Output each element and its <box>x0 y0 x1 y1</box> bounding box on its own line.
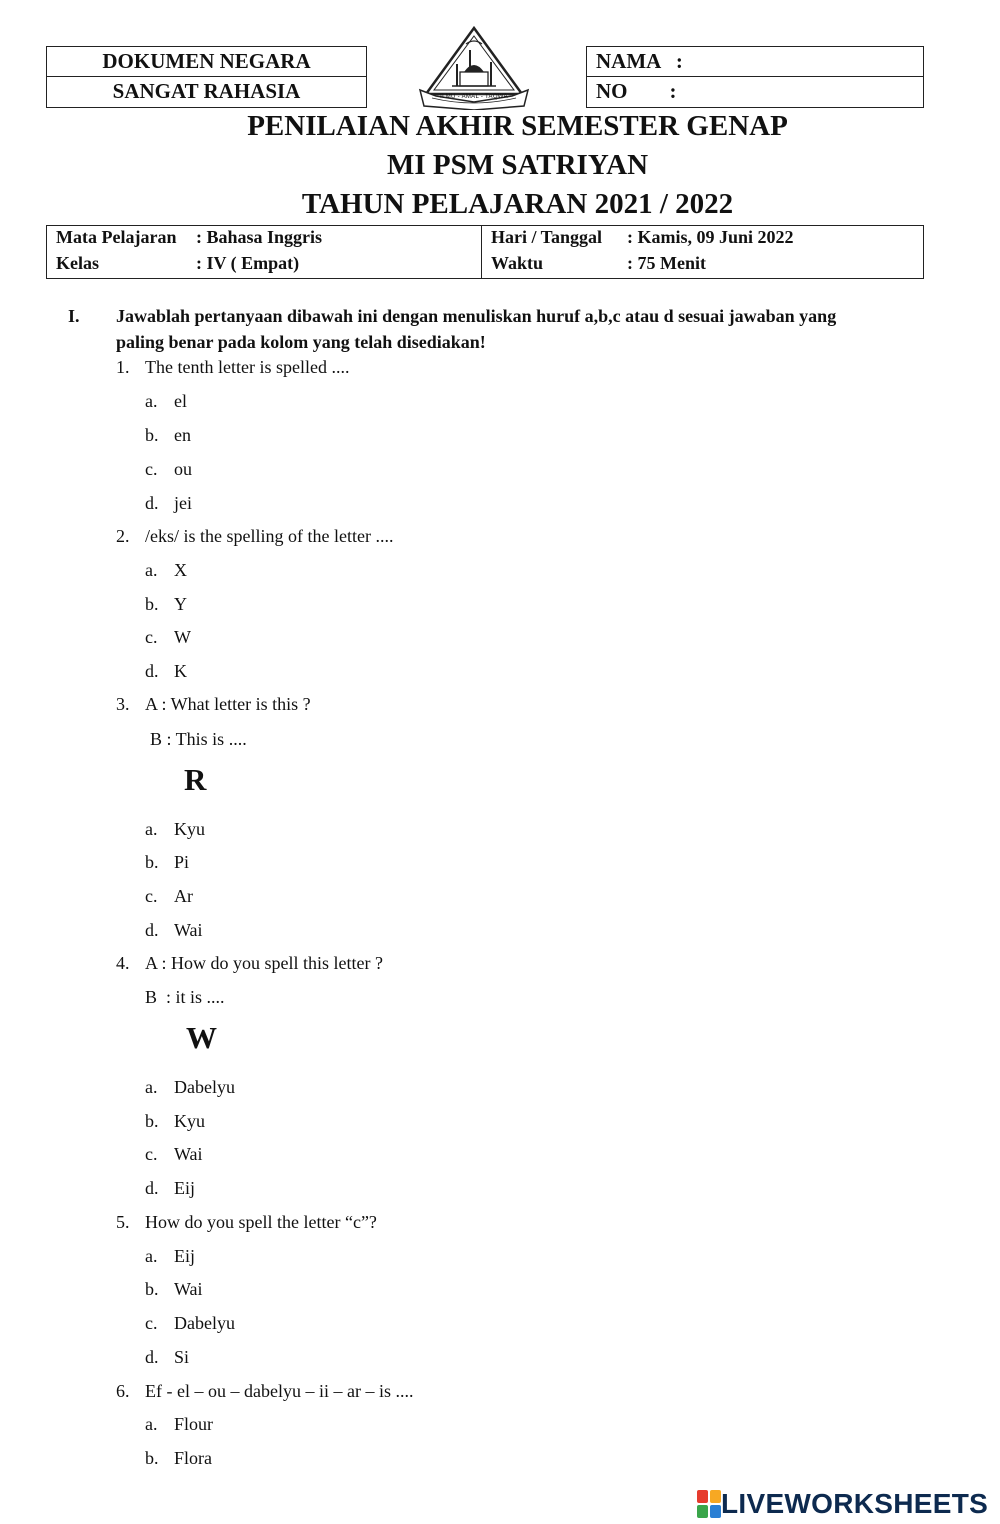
school-name: MI PSM SATRIYAN <box>386 149 649 181</box>
option-answer[interactable]: Ar <box>174 886 193 906</box>
question-text-line-2: B : This is .... <box>150 729 247 749</box>
option-letter: b. <box>145 1111 159 1131</box>
option-answer[interactable]: K <box>174 661 187 681</box>
option-answer[interactable]: Wai <box>174 920 203 940</box>
question-number: 6. <box>116 1381 130 1401</box>
option-letter: b. <box>145 425 159 445</box>
option-answer[interactable]: W <box>174 627 191 647</box>
classification-line-2: SANGAT RAHASIA <box>112 79 301 103</box>
option-answer[interactable]: Flour <box>174 1414 214 1434</box>
exam-title: PENILAIAN AKHIR SEMESTER GENAP <box>247 110 788 142</box>
option-answer[interactable]: Pi <box>174 852 190 872</box>
class-label: Kelas <box>56 253 99 273</box>
question-text: Ef - el – ou – dabelyu – ii – ar – is .... <box>145 1381 414 1401</box>
time-label: Waktu <box>491 253 544 273</box>
option-letter: b. <box>145 1448 159 1468</box>
option-letter: c. <box>145 627 158 647</box>
option-letter: d. <box>145 1347 159 1367</box>
option-letter: d. <box>145 920 159 940</box>
option-answer[interactable]: en <box>174 425 191 445</box>
school-logo-motto: ILMU - AMAL - TAQWA <box>440 94 508 100</box>
section-number: I. <box>68 306 80 326</box>
question-text: The tenth letter is spelled .... <box>145 357 350 377</box>
liveworksheets-logo[interactable] <box>697 1488 988 1520</box>
option-letter: a. <box>145 819 158 839</box>
question-text: How do you spell the letter “c”? <box>145 1212 377 1232</box>
question-number: 1. <box>116 357 130 377</box>
question-number: 4. <box>116 953 130 973</box>
option-letter: c. <box>145 1313 158 1333</box>
option-letter: a. <box>145 391 158 411</box>
time-value: : 75 Menit <box>627 253 706 273</box>
option-answer[interactable]: Wai <box>174 1144 203 1164</box>
option-answer[interactable]: X <box>174 560 187 580</box>
option-answer[interactable]: Dabelyu <box>174 1077 235 1097</box>
option-answer[interactable]: el <box>174 391 187 411</box>
option-answer[interactable]: Wai <box>174 1279 203 1299</box>
question-number: 3. <box>116 694 130 714</box>
academic-year: TAHUN PELAJARAN 2021 / 2022 <box>301 188 734 220</box>
option-letter: d. <box>145 1178 159 1198</box>
option-answer[interactable]: jei <box>174 493 192 513</box>
option-answer[interactable]: ou <box>174 459 192 479</box>
option-letter: a. <box>145 560 158 580</box>
option-answer[interactable]: Eij <box>174 1178 195 1198</box>
option-letter: b. <box>145 594 159 614</box>
option-answer[interactable]: Kyu <box>174 819 205 839</box>
question-number: 5. <box>116 1212 130 1232</box>
option-letter: c. <box>145 459 158 479</box>
question-text: A : How do you spell this letter ? <box>145 953 383 973</box>
option-letter: b. <box>145 852 159 872</box>
subject-label: Mata Pelajaran <box>56 227 177 247</box>
option-letter: d. <box>145 493 159 513</box>
option-answer[interactable]: Eij <box>174 1246 195 1266</box>
question-text: /eks/ is the spelling of the letter .... <box>145 526 394 546</box>
option-answer[interactable]: Flora <box>174 1448 212 1468</box>
exam-info-divider <box>481 225 482 279</box>
class-value: : IV ( Empat) <box>196 253 300 273</box>
option-letter: d. <box>145 661 159 681</box>
option-letter: b. <box>145 1279 159 1299</box>
section-instruction-line-1: Jawablah pertanyaan dibawah ini dengan menuliskan huruf a,b,c atau d sesuai jawaban yang <box>116 306 837 326</box>
name-field-label: NAMA : <box>596 49 683 73</box>
question-text: A : What letter is this ? <box>145 694 311 714</box>
date-value: : Kamis, 09 Juni 2022 <box>627 227 794 247</box>
option-letter: a. <box>145 1246 158 1266</box>
question-letter: R <box>184 762 207 797</box>
date-label: Hari / Tanggal <box>491 227 603 247</box>
option-answer[interactable]: Y <box>174 594 187 614</box>
option-letter: a. <box>145 1414 158 1434</box>
classification-line-1: DOKUMEN NEGARA <box>102 49 311 73</box>
question-number: 2. <box>116 526 130 546</box>
option-letter: c. <box>145 1144 158 1164</box>
subject-value: : Bahasa Inggris <box>196 227 323 247</box>
number-field-label: NO : <box>596 79 677 103</box>
question-letter: W <box>186 1020 217 1055</box>
liveworksheets-wordmark: LIVEWORKSHEETS <box>721 1488 989 1519</box>
section-instruction-line-2: paling benar pada kolom yang telah disediakan! <box>116 332 486 352</box>
option-answer[interactable]: Dabelyu <box>174 1313 235 1333</box>
liveworksheets-icon <box>697 1490 721 1518</box>
question-text-line-2: B : it is .... <box>145 987 225 1007</box>
option-answer[interactable]: Si <box>174 1347 190 1367</box>
option-letter: c. <box>145 886 158 906</box>
option-letter: a. <box>145 1077 158 1097</box>
option-answer[interactable]: Kyu <box>174 1111 205 1131</box>
